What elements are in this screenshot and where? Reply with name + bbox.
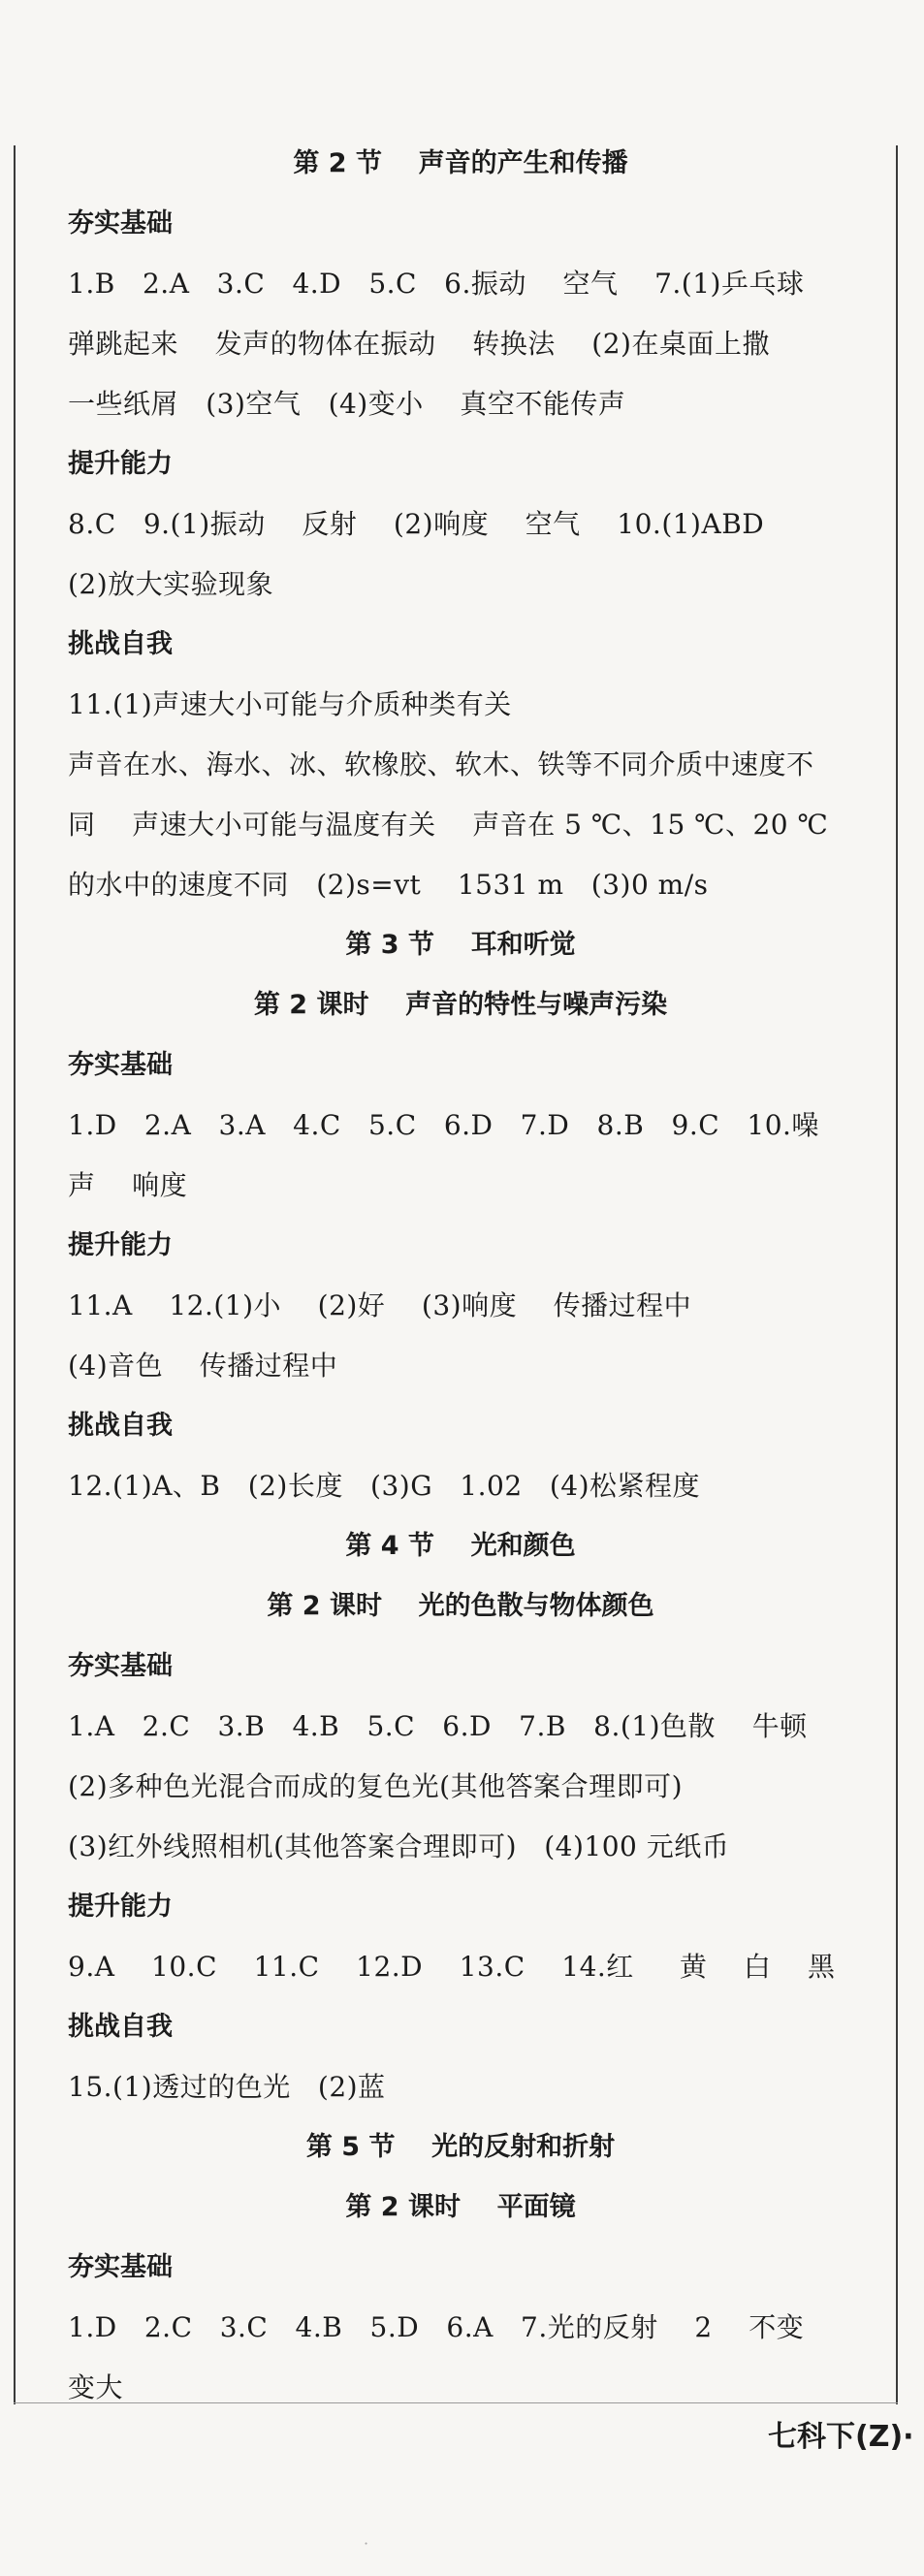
answer-line: (3)红外线照相机(其他答案合理即可) (4)100 元纸币	[68, 1830, 730, 1862]
category-heading: 挑战自我	[68, 629, 173, 659]
section-heading: 第 3 节 耳和听觉	[345, 930, 576, 960]
category-heading: 夯实基础	[68, 1651, 173, 1681]
answer-line: 8.C 9.(1)振动 反射 (2)响度 空气 10.(1)ABD	[68, 508, 765, 540]
answer-line: 1.B 2.A 3.C 4.D 5.C 6.振动 空气 7.(1)乒乓球	[68, 268, 805, 300]
answer-line: 同 声速大小可能与温度有关 声音在 5 ℃、15 ℃、20 ℃	[68, 809, 829, 841]
answer-line: 1.D 2.A 3.A 4.C 5.C 6.D 7.D 8.B 9.C 10.噪	[68, 1109, 819, 1141]
category-heading: 夯实基础	[68, 208, 173, 239]
right-margin-rule	[896, 145, 898, 2404]
answer-line: 声音在水、海水、冰、软橡胶、软木、铁等不同介质中速度不	[68, 748, 814, 780]
answer-line: (2)多种色光混合而成的复色光(其他答案合理即可)	[68, 1770, 684, 1802]
section-heading: 第 4 节 光和颜色	[345, 1531, 576, 1561]
section-heading: 第 2 课时 声音的特性与噪声污染	[253, 990, 668, 1020]
category-heading: 提升能力	[68, 1892, 173, 1922]
answer-line: 11.(1)声速大小可能与介质种类有关	[68, 688, 512, 720]
category-heading: 提升能力	[68, 1230, 173, 1260]
answer-line: 一些纸屑 (3)空气 (4)变小 真空不能传声	[68, 388, 626, 420]
answer-line: 9.A 10.C 11.C 12.D 13.C 14.红 黄 白 黑	[68, 1951, 836, 1983]
answer-line: 15.(1)透过的色光 (2)蓝	[68, 2071, 386, 2103]
answer-key-body	[68, 134, 853, 2418]
answer-line: 1.A 2.C 3.B 4.B 5.C 6.D 7.B 8.(1)色散 牛顿	[68, 1710, 808, 1742]
answer-line: 的水中的速度不同 (2)s=vt 1531 m (3)0 m/s	[68, 869, 709, 901]
answer-line: 声 响度	[68, 1169, 188, 1201]
section-heading: 第 2 节 声音的产生和传播	[293, 148, 628, 178]
section-heading: 第 5 节 光的反射和折射	[305, 2132, 616, 2162]
answer-line: (4)音色 传播过程中	[68, 1350, 338, 1382]
answer-line: 11.A 12.(1)小 (2)好 (3)响度 传播过程中	[68, 1289, 692, 1321]
page-footer-label: 七科下(Z)·	[768, 2420, 914, 2454]
answer-line: 1.D 2.C 3.C 4.B 5.D 6.A 7.光的反射 2 不变	[68, 2311, 805, 2343]
section-heading: 第 2 课时 光的色散与物体颜色	[267, 1591, 654, 1621]
section-heading: 第 2 课时 平面镜	[345, 2192, 576, 2222]
answer-line: 变大	[68, 2371, 124, 2403]
answer-line: 12.(1)A、B (2)长度 (3)G 1.02 (4)松紧程度	[68, 1470, 700, 1502]
category-heading: 提升能力	[68, 449, 173, 479]
category-heading: 夯实基础	[68, 2252, 173, 2282]
answer-line: (2)放大实验现象	[68, 568, 274, 600]
category-heading: 挑战自我	[68, 2012, 173, 2042]
bottom-mark: ·	[364, 2534, 369, 2553]
category-heading: 挑战自我	[68, 1411, 173, 1441]
category-heading: 夯实基础	[68, 1050, 173, 1080]
answer-line: 弹跳起来 发声的物体在振动 转换法 (2)在桌面上撒	[68, 328, 770, 360]
left-margin-rule	[14, 145, 16, 2404]
